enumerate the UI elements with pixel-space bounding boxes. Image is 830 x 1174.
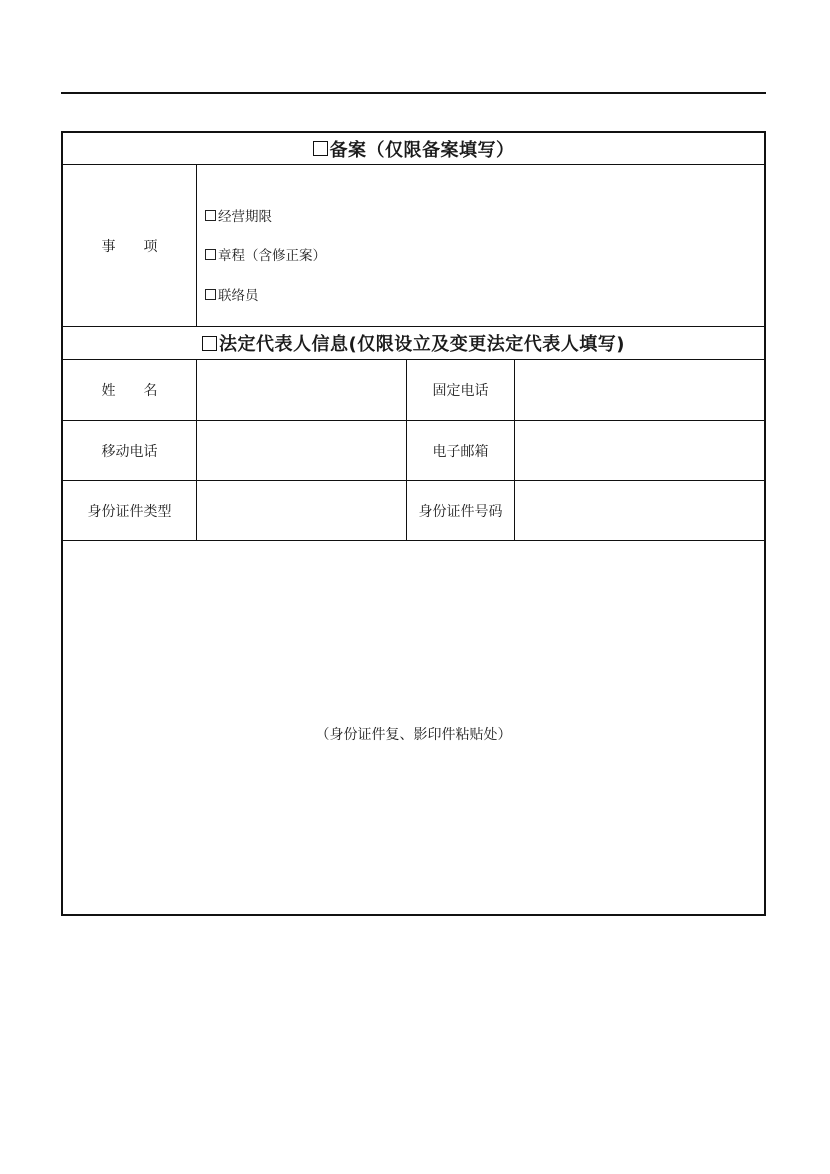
id-copy-paste-area	[63, 541, 764, 914]
paste-note: （身份证件复、影印件粘贴处）	[315, 727, 512, 743]
record-section-heading	[63, 133, 764, 165]
name-row	[63, 360, 764, 421]
option-articles[interactable]	[205, 244, 326, 264]
legal-rep-checkbox[interactable]	[202, 336, 217, 351]
mobile-row	[63, 421, 764, 481]
email-input-cell[interactable]	[515, 421, 764, 480]
option-business-term[interactable]	[205, 205, 272, 225]
checkbox-icon[interactable]	[205, 210, 216, 221]
name-label-cell	[63, 360, 197, 420]
mobile-label: 移动电话	[101, 443, 158, 460]
item-label: 事 项	[101, 238, 158, 255]
id-type-label-cell	[63, 481, 197, 540]
legal-rep-section-heading	[63, 327, 764, 360]
landline-label-cell	[407, 360, 515, 420]
item-label-cell	[63, 165, 197, 326]
landline-input-cell[interactable]	[515, 360, 764, 420]
name-label: 姓 名	[101, 383, 158, 399]
checkbox-icon[interactable]	[205, 249, 216, 260]
option-label: 联络员	[218, 288, 259, 304]
id-number-label: 身份证件号码	[418, 503, 503, 520]
id-type-label: 身份证件类型	[87, 503, 172, 520]
email-label-cell	[407, 421, 515, 480]
mobile-input-cell[interactable]	[197, 421, 407, 480]
record-items-row	[63, 165, 764, 327]
name-input-cell[interactable]	[197, 360, 407, 420]
checkbox-icon[interactable]	[205, 289, 216, 300]
record-section-title: 备案（仅限备案填写）	[329, 139, 515, 161]
id-number-label-cell	[407, 481, 515, 540]
option-liaison[interactable]	[205, 284, 259, 304]
option-label: 经营期限	[218, 209, 272, 225]
email-label: 电子邮箱	[432, 443, 489, 460]
legal-rep-section-title: 法定代表人信息(仅限设立及变更法定代表人填写)	[219, 334, 625, 355]
header-rule	[61, 92, 766, 94]
id-type-input-cell[interactable]	[197, 481, 407, 540]
landline-label: 固定电话	[432, 383, 489, 399]
registration-form-table	[61, 131, 766, 916]
mobile-label-cell	[63, 421, 197, 480]
id-row	[63, 481, 764, 541]
record-checkbox[interactable]	[313, 141, 328, 156]
option-label: 章程（含修正案）	[218, 248, 326, 264]
id-number-input-cell[interactable]	[515, 481, 764, 540]
